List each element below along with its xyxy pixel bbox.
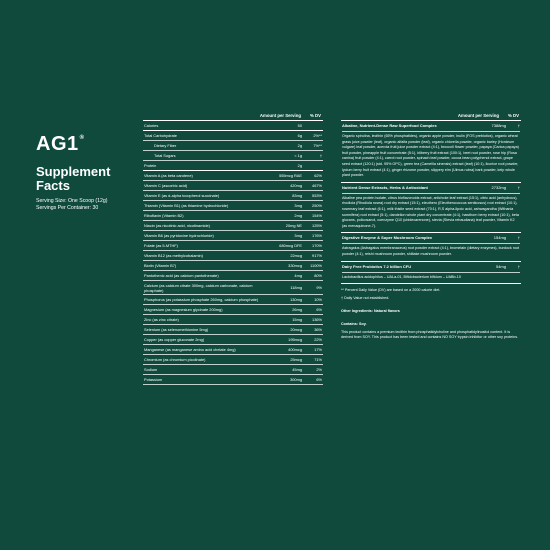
nutrient-dv: 170% xyxy=(312,243,322,248)
table-row xyxy=(143,295,323,305)
blend-header xyxy=(342,185,520,194)
nutrient-dv: 136% xyxy=(312,317,322,322)
blend-name: Dairy Free Probiotics 7.2 billion CFU xyxy=(342,263,412,269)
nutrient-amount: 4mg xyxy=(294,273,302,278)
blend-header xyxy=(342,235,520,244)
table-row xyxy=(143,375,323,385)
blend-section xyxy=(341,262,521,285)
nutrient-dv: 154% xyxy=(312,213,322,218)
nutrient-dv: 7%** xyxy=(313,143,322,148)
nutrient-name: Calcium (as calcium citrate 300mg, calcium carbonate, calcium phosphate) xyxy=(144,282,253,293)
nutrient-amount: 300mg xyxy=(290,377,302,382)
nutrient-dv: 250% xyxy=(312,203,322,208)
footnote-dagger: † Daily Value not established. xyxy=(341,295,390,300)
nutrient-name: Copper (as copper gluconate 2mg) xyxy=(144,337,205,342)
blend-ingredients: Astragalus (Astragalus membranaceus) root powder extract (4:1), bromelain (dietary enzymes), burdock root powder (4:1), reishi mushroom powder, shiitake mushroom powder. xyxy=(342,246,520,256)
nutrient-name: Calories xyxy=(144,123,159,128)
table-row xyxy=(143,355,323,365)
table-row xyxy=(143,211,323,221)
nutrient-name: Total Sugars xyxy=(154,153,176,158)
blend-dv: † xyxy=(517,184,520,190)
nutrient-name: Dietary Fiber xyxy=(154,143,177,148)
nutrient-name: Chromium (as chromium picolinate) xyxy=(144,357,206,362)
nutrient-dv: 71% xyxy=(314,357,322,362)
header-dv: % DV xyxy=(310,113,321,118)
table-row xyxy=(143,315,323,325)
table-row xyxy=(143,121,323,131)
nutrient-dv: 467% xyxy=(312,183,322,188)
blend-ingredients: Alkaline pea protein isolate, citrus bioflavonoids extract, artichoke leaf extract (15:1), citric acid (anhydrous), rhodiola (Rhodiola rosea) root dry extract (15:1), eleuthero (Eleutherococcus senticosus) root extract (10:1), rosemary leaf extract (6:1), milk thistle seed extract (70:1), R,S alpha-lipoic acid, ashwagandha (Withania somnifera) root extract (5:1), dandelion whole plant dry concentrate (4:1), hawthorn berry extract (10:1), beta glucans, policosanol, coenzyme Q10 (ubidecarenone), stevia (Stevia rebaudiana) leaf powder, Vitamin K2 (as menaquinone-7). xyxy=(342,195,519,228)
title-line-2: Facts xyxy=(36,178,70,193)
table-header xyxy=(143,113,323,121)
nutrient-rows xyxy=(143,121,323,385)
nutrient-amount: 420mg xyxy=(290,183,302,188)
blend-amount: 2732mg xyxy=(491,184,506,190)
nutrient-amount: 20mg NE xyxy=(285,223,302,228)
nutrient-name: Sodium xyxy=(144,367,158,372)
header-amount: Amount per Serving xyxy=(457,113,499,118)
nutrient-amount: 2g xyxy=(297,143,302,148)
title-line-1: Supplement xyxy=(36,164,111,179)
nutrient-dv: 2% xyxy=(316,367,322,372)
nutrient-amount: 400mcg xyxy=(288,347,302,352)
nutrient-amount: 15mg xyxy=(292,317,302,322)
nutrient-name: Vitamin E (as d-alpha tocopherol succinate) xyxy=(144,193,220,198)
nutrient-name: Manganese (as manganese amino acid chelate 4mg) xyxy=(144,347,236,352)
nutrient-dv: 10% xyxy=(314,297,322,302)
table-row xyxy=(143,181,323,191)
nutrient-dv: 125% xyxy=(312,223,322,228)
nutrient-name: Folate (as 5-MTHF) xyxy=(144,243,178,248)
nutrient-amount: 50 xyxy=(297,123,302,128)
nutrient-dv: 22% xyxy=(314,337,322,342)
nutrient-name: Total Carbohydrate xyxy=(144,133,177,138)
blend-amount: 154mg xyxy=(493,235,506,241)
table-row xyxy=(143,271,323,281)
blend-table xyxy=(341,113,521,343)
blend-dv: † xyxy=(517,263,520,269)
nutrient-name: Riboflavin (Vitamin B2) xyxy=(144,213,184,218)
table-row xyxy=(143,281,323,295)
blend-amount: 54mg xyxy=(495,263,506,269)
blend-amount: 7388mg xyxy=(491,123,506,128)
nutrient-name: Zinc (as zinc citrate) xyxy=(144,317,179,322)
blend-list xyxy=(341,121,521,284)
nutrient-amount: < 1g xyxy=(294,153,302,158)
nutrient-amount: 130mg xyxy=(290,297,302,302)
table-row xyxy=(143,325,323,335)
table-row xyxy=(143,261,323,271)
table-row xyxy=(143,201,323,211)
nutrient-dv: 917% xyxy=(312,253,322,258)
nutrient-name: Biotin (Vitamin B7) xyxy=(144,263,177,268)
nutrient-amount: 25mcg xyxy=(290,357,302,362)
table-row xyxy=(143,335,323,345)
nutrient-name: Vitamin C (ascorbic acid) xyxy=(144,183,188,188)
nutrient-amount: 555mcg RAE xyxy=(279,173,302,178)
nutrient-amount: 118mg xyxy=(290,285,302,290)
table-row xyxy=(143,131,323,141)
brand-block xyxy=(36,133,128,212)
nutrient-amount: 20mcg xyxy=(290,327,302,332)
nutrient-dv: 17% xyxy=(314,347,322,352)
blend-section xyxy=(341,233,521,261)
contains-text: This product contains a premium lecithin from phosphatidylcholine and phosphatidylinositol content. It is derived from SOY. This product has been tested and contains NO SOY trypsin inhibitor or other soy proteins. xyxy=(341,329,519,340)
table-header xyxy=(341,113,521,121)
nutrient-amount: 3mg xyxy=(294,203,302,208)
ag1-logo xyxy=(36,133,128,156)
header-amount: Amount per Serving xyxy=(259,113,301,118)
nutrient-dv: 80% xyxy=(314,273,322,278)
logo-text: AG1 xyxy=(36,133,79,155)
nutrient-name: Potassium xyxy=(144,377,163,382)
footnote-dv: ** Percent Daily Value (DV) are based on a 2000 calorie diet. xyxy=(341,288,441,293)
serving-info xyxy=(36,198,128,212)
nutrient-amount: 22mcg xyxy=(290,253,302,258)
nutrient-table xyxy=(143,113,323,385)
registered-mark: ® xyxy=(79,135,85,141)
table-row xyxy=(143,231,323,241)
nutrient-amount: 330mcg xyxy=(288,263,302,268)
blend-name: Digestive Enzyme & Super Mushroom Complex xyxy=(342,235,433,241)
blend-ingredients: Organic spirulina, lecithin (65% phosphatides), organic apple powder, inulin (FOS prebiotics), organic wheat grass juice powder (leaf), organic alfalfa powder (leaf), organic chlorella powder, organic barley (Hordeum vulgare) leaf powder, acerola fruit juice powder extract (4:1), broccoli flower powder, papaya (Carica papaya) fruit powder, pineapple fruit concentrate (5:1), bilberry fruit extract (100:1), beet root powder, rose hip (Rosa canina) fruit powder (4:1), carrot root powder, spinach leaf powder, cocoa bean polyphenol extract, grape seed extract (120:1) (std. 95% OPC), green tea (Camellia sinensis) extract (leaf) (10:1), licorice root powder, lycium berry fruit extract (4:1), ginger rhizome powder, slippery elm (Ulmus rubra) bark powder, kelp whole plant powder. xyxy=(342,134,519,178)
table-row xyxy=(143,365,323,375)
nutrient-amount: 3mg xyxy=(294,233,302,238)
nutrient-amount: 83mg xyxy=(292,193,302,198)
nutrient-name: Protein xyxy=(144,163,157,168)
servings-per-container: Servings Per Container: 30 xyxy=(36,205,99,211)
nutrient-name: Selenium (as selenomethionine 5mg) xyxy=(144,327,209,332)
nutrient-dv: 36% xyxy=(314,327,322,332)
table-row xyxy=(143,305,323,315)
nutrient-dv: 2%** xyxy=(313,133,322,138)
nutrient-amount: 6g xyxy=(297,133,302,138)
nutrient-dv: 176% xyxy=(312,233,322,238)
nutrient-name: Vitamin A (as beta carotene) xyxy=(144,173,193,178)
nutrient-amount: 680mcg DFE xyxy=(279,243,302,248)
nutrient-dv: 6% xyxy=(316,307,322,312)
table-row xyxy=(143,151,323,161)
nutrient-name: Vitamin B12 (as methylcobalamin) xyxy=(144,253,203,258)
table-row xyxy=(143,191,323,201)
nutrient-name: Niacin (as nicotinic acid, nicotinamide) xyxy=(144,223,210,228)
blend-header xyxy=(342,123,520,132)
blend-dv: † xyxy=(517,123,520,128)
blend-dv: † xyxy=(517,235,520,241)
contains-label: Contains: Soy. xyxy=(341,322,367,327)
serving-size: Serving Size: One Scoop (12g) xyxy=(36,198,108,204)
nutrient-amount: 26mg xyxy=(292,307,302,312)
table-row xyxy=(143,241,323,251)
header-dv: % DV xyxy=(508,113,519,118)
table-row xyxy=(143,221,323,231)
table-row xyxy=(143,345,323,355)
nutrient-amount: 45mg xyxy=(292,367,302,372)
table-row xyxy=(143,251,323,261)
blend-section xyxy=(341,121,521,183)
table-row xyxy=(143,171,323,181)
blend-section xyxy=(341,183,521,234)
nutrient-amount: 2mg xyxy=(294,213,302,218)
nutrient-dv: 62% xyxy=(314,173,322,178)
other-ingredients: Other Ingredients: Natural flavors xyxy=(341,308,400,313)
footnotes xyxy=(341,288,521,340)
nutrient-amount: 2g xyxy=(297,163,302,168)
nutrient-name: Vitamin B6 (as pyridoxine hydrochloride) xyxy=(144,233,214,238)
nutrient-name: Magnesium (as magnesium glycinate 200mg) xyxy=(144,307,223,312)
nutrient-name: Phosphorus (as potassium phosphate 260mg, calcium phosphate) xyxy=(144,297,259,302)
page-title xyxy=(36,165,128,193)
blend-header xyxy=(342,264,520,273)
nutrient-dv: 6% xyxy=(316,377,322,382)
nutrient-amount: 195mcg xyxy=(288,337,302,342)
nutrient-dv: † xyxy=(319,153,322,158)
nutrient-dv: 1100% xyxy=(310,263,322,268)
table-row xyxy=(143,141,323,151)
table-row xyxy=(143,161,323,171)
nutrient-name: Thiamin (Vitamin B1) (as thiamine hydrochloride) xyxy=(144,203,229,208)
blend-ingredients: Lactobacillus acidophilus – UALa-01, Bifidobacterium bifidum – UABb-10 xyxy=(342,274,461,279)
nutrient-name: Pantothenic acid (as calcium pantothenate) xyxy=(144,273,219,278)
nutrient-dv: 553% xyxy=(312,193,322,198)
nutrient-dv: 9% xyxy=(316,285,322,290)
blend-name: Alkaline, Nutrient-Dense Raw Superfood Complex xyxy=(342,123,437,128)
blend-name: Nutrient Dense Extracts, Herbs & Antioxidant xyxy=(342,184,428,190)
